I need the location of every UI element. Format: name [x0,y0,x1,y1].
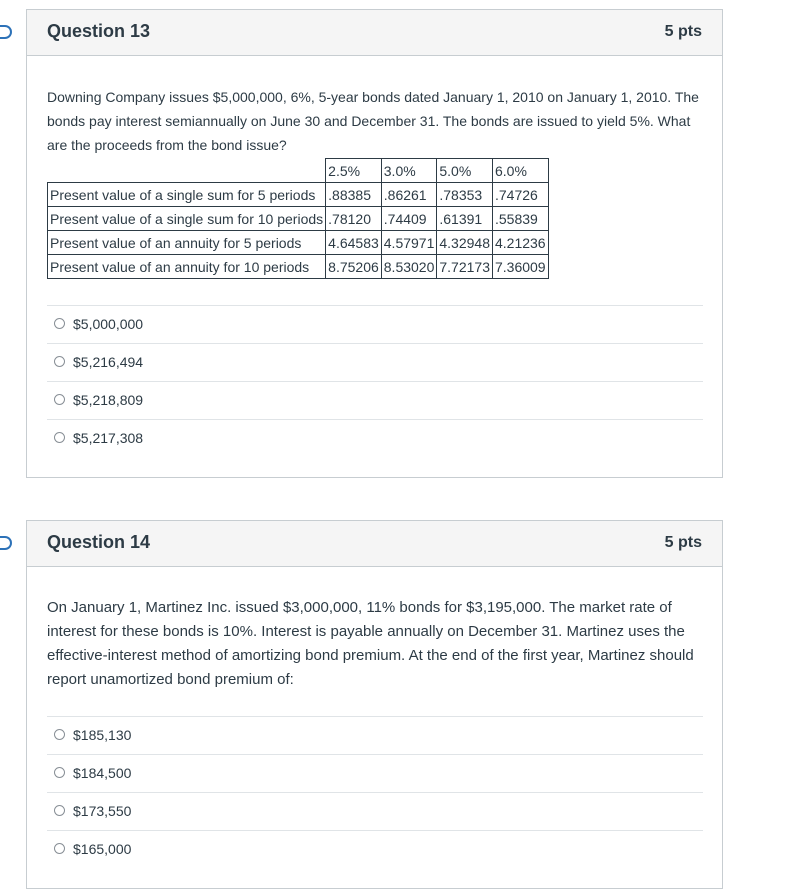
answer-option[interactable] [47,830,703,868]
table-cell: .78353 [437,183,493,207]
answer-option[interactable] [47,305,703,343]
table-row [48,231,549,255]
table-cell: 4.32948 [437,231,493,255]
table-corner-cell [48,159,326,183]
question-14-card [26,520,723,889]
radio-button[interactable] [54,729,65,740]
table-row [48,207,549,231]
answer-option[interactable] [47,792,703,830]
table-row-label: Present value of a single sum for 10 periods [48,207,326,231]
question-13-card [26,9,723,478]
answer-option[interactable] [47,343,703,381]
table-header-cell: 5.0% [437,159,493,183]
table-cell: .74409 [381,207,437,231]
table-cell: 8.53020 [381,255,437,279]
radio-button[interactable] [54,356,65,367]
question-13-answers [47,305,703,457]
table-cell: 7.72173 [437,255,493,279]
table-cell: 4.64583 [326,231,382,255]
question-flag-icon[interactable] [0,25,12,39]
table-header-cell: 2.5% [326,159,382,183]
present-value-table [47,158,549,279]
question-14-title: Question 14 [47,532,151,552]
answer-option[interactable] [47,716,703,754]
question-14-points: 5 pts [664,534,702,551]
table-header-cell: 6.0% [492,159,548,183]
answer-label[interactable]: $173,550 [73,803,132,819]
table-header-cell: 3.0% [381,159,437,183]
answer-label[interactable]: $185,130 [73,727,132,743]
table-row [48,183,549,207]
table-row [48,255,549,279]
table-cell: 4.21236 [492,231,548,255]
table-cell: .55839 [492,207,548,231]
question-14-header [27,521,722,567]
question-13-header [27,10,722,56]
question-14-text: On January 1, Martinez Inc. issued $3,000,000, 11% bonds for $3,195,000. The market rate of interest for these bonds is 10%. Interest is payable annually on December 31. Martinez uses the effective-interest method of amortizing bond premium. At the end of the first year, Martinez should report unamortized bond premium of: [47,599,694,688]
answer-label[interactable]: $5,218,809 [73,392,144,408]
question-13-text: Downing Company issues $5,000,000, 6%, 5-year bonds dated January 1, 2010 on January 1, 2010. The bonds pay interest semiannually on June 30 and December 31. The bonds are issued to yield 5%. What are the proceeds from the bond issue? [47,89,699,153]
radio-button[interactable] [54,394,65,405]
table-cell: .78120 [326,207,382,231]
table-cell: .61391 [437,207,493,231]
table-cell: 7.36009 [492,255,548,279]
table-row-label: Present value of an annuity for 5 periods [48,231,326,255]
answer-label[interactable]: $184,500 [73,765,132,781]
radio-button[interactable] [54,432,65,443]
answer-label[interactable]: $5,217,308 [73,430,144,446]
radio-button[interactable] [54,843,65,854]
table-row-label: Present value of a single sum for 5 periods [48,183,326,207]
radio-button[interactable] [54,767,65,778]
table-cell: 8.75206 [326,255,382,279]
table-cell: 4.57971 [381,231,437,255]
radio-button[interactable] [54,318,65,329]
question-13-points: 5 pts [664,23,702,40]
table-header-row [48,159,549,183]
radio-button[interactable] [54,805,65,816]
table-cell: .88385 [326,183,382,207]
answer-label[interactable]: $5,216,494 [73,354,144,370]
table-cell: .74726 [492,183,548,207]
question-flag-icon[interactable] [0,536,12,550]
answer-option[interactable] [47,754,703,792]
answer-label[interactable]: $5,000,000 [73,316,144,332]
answer-option[interactable] [47,381,703,419]
answer-option[interactable] [47,419,703,457]
answer-label[interactable]: $165,000 [73,841,132,857]
table-row-label: Present value of an annuity for 10 periods [48,255,326,279]
question-14-answers [47,716,703,868]
table-cell: .86261 [381,183,437,207]
question-13-title: Question 13 [47,21,151,41]
